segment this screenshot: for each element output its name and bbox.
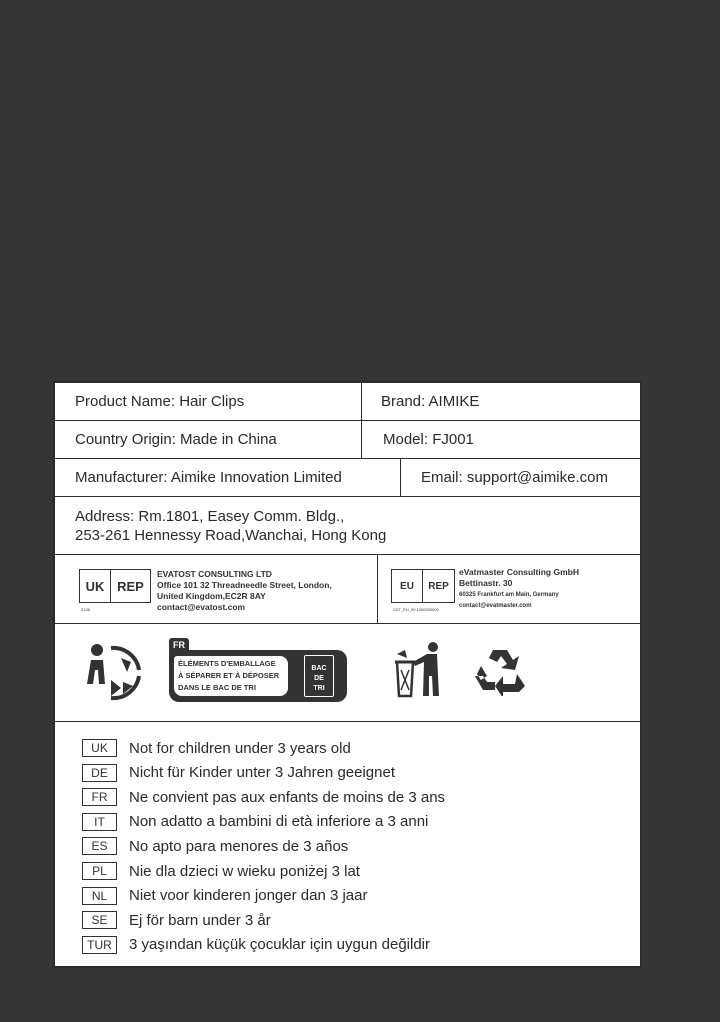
eu-rep-addr2: 60325 Frankfurt am Main, Germany [459,592,559,598]
bin-line-3: TRI [313,685,325,692]
uk-rep-details [157,569,332,613]
address [75,507,386,545]
language-code: SE [82,911,117,929]
uk-rep-name: EVATOST CONSULTING LTD [157,569,272,579]
eu-code: EU [392,570,423,602]
recycle-icon [473,646,527,696]
uk-rep-contact: contact@evatost.com [157,602,246,612]
email: Email: support@aimike.com [421,469,608,486]
uk-rep-addr2: United Kingdom,EC2R 8AY [157,591,266,601]
warning-item [82,813,428,831]
warning-text: No apto para menores de 3 años [129,837,349,855]
warning-text: Not for children under 3 years old [129,739,351,757]
warning-item [82,936,430,954]
language-code: ES [82,837,117,855]
warning-text: 3 yaşından küçük çocuklar için uygun değildir [129,936,431,954]
language-code: TUR [82,936,117,954]
eu-rep-name: eVatmaster Consulting GmbH [459,567,579,577]
uk-rep-block [79,569,332,613]
fr-line-2: À SÉPARER ET À DÉPOSER [178,671,280,680]
warning-item [82,739,351,757]
uk-code: UK [80,570,111,602]
bin-line-2: DE [314,675,324,682]
warning-text: Niet voor kinderen jonger dan 3 jaar [129,887,368,905]
warnings-list [55,723,640,963]
divider [400,459,401,496]
warning-item [82,788,445,806]
row-address [55,497,640,555]
uk-rep-addr1: Office 101 32 Threadneedle Street, London, [157,580,332,590]
language-code: NL [82,887,117,905]
language-code: IT [82,813,117,831]
country-origin: Country Origin: Made in China [75,431,277,448]
warning-text: Ne convient pas aux enfants de moins de 3 ans [129,788,446,806]
row-origin-model [55,421,640,459]
warning-item [82,837,348,855]
warning-item [82,911,271,929]
divider [361,421,362,458]
brand: Brand: AIMIKE [381,393,480,410]
rep-code: REP [428,580,449,592]
warning-item [82,764,395,782]
fr-line-3: DANS LE BAC DE TRI [178,683,256,692]
product-label [53,381,642,968]
warning-text: Nicht für Kinder unter 3 Jahren geeignet [129,764,395,782]
eu-rep-addr1: Bettinastr. 30 [459,578,513,588]
eu-rep-contact: contact@evatmaster.com [459,603,532,609]
uk-rep-small: 0136 [81,607,90,612]
uk-rep-mark [79,569,151,603]
divider [361,383,362,420]
row-icons [55,624,640,722]
warning-text: Nie dla dzieci w wieku poniżej 3 lat [129,862,360,880]
warning-item [82,887,367,905]
triman-icon [81,640,145,702]
fr-sorting-text [174,656,288,696]
fr-sorting-panel [169,650,347,702]
language-code: PL [82,862,117,880]
bin-line-1: BAC [311,665,327,672]
eu-rep-small: CKT_EU_00 1000000000 [393,607,439,612]
address-line-2: 253-261 Hennessy Road,Wanchai, Hong Kong [75,527,387,544]
trash-person-icon [391,640,447,702]
rep-code: REP [117,578,144,594]
eu-rep-details [459,567,579,611]
eu-rep-mark [391,569,455,603]
row-manufacturer-email [55,459,640,497]
language-code: FR [82,788,117,806]
row-representatives [55,555,640,624]
fr-line-1: ÉLÉMENTS D'EMBALLAGE [178,659,276,668]
model: Model: FJ001 [383,431,474,448]
fr-country-tag: FR [169,638,189,652]
address-line-1: Address: Rm.1801, Easey Comm. Bldg., [75,508,345,525]
warning-item [82,862,360,880]
bac-de-tri-icon [304,655,334,697]
warning-text: Ej för barn under 3 år [129,911,271,929]
language-code: DE [82,764,117,782]
row-product-brand [55,383,640,421]
manufacturer: Manufacturer: Aimike Innovation Limited [75,469,342,486]
eu-rep-block [391,569,579,611]
warning-text: Non adatto a bambini di età inferiore a 3 anni [129,813,429,831]
product-name: Product Name: Hair Clips [75,393,245,410]
language-code: UK [82,739,117,757]
fr-sorting-info [169,638,349,704]
divider [377,555,378,623]
